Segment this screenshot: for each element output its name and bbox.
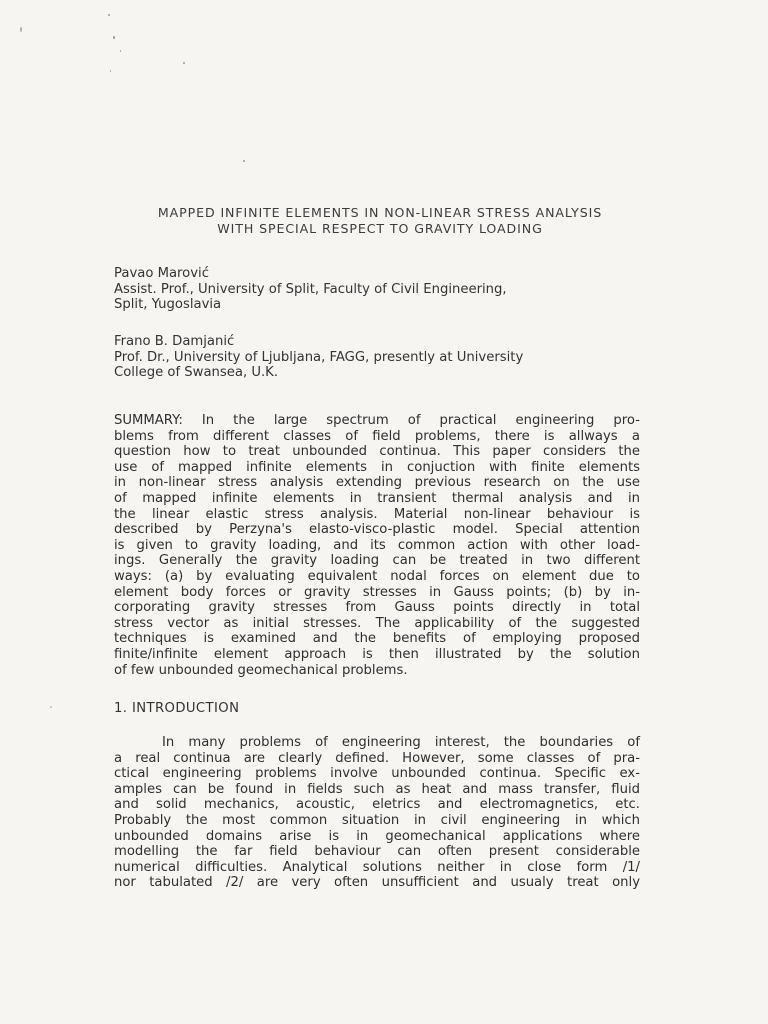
summary-line: of mapped infinite elements in transient thermal analysis and in xyxy=(114,490,640,506)
author-name: Frano B. Damjanić xyxy=(114,334,235,349)
summary-line: the linear elastic stress analysis. Material non-linear behaviour is xyxy=(114,506,640,522)
author-block xyxy=(114,334,523,381)
intro-line: Probably the most common situation in civil engineering in which xyxy=(114,812,640,828)
title-line: MAPPED INFINITE ELEMENTS IN NON-LINEAR STRESS ANALYSIS xyxy=(157,205,603,220)
intro-line: nor tabulated /2/ are very often unsufficient and usualy treat only xyxy=(114,875,640,891)
scan-speck xyxy=(50,706,52,708)
summary-line: SUMMARY: In the large spectrum of practical engineering pro- xyxy=(114,413,640,428)
summary-line: finite/infinite element approach is then illustrated by the solution xyxy=(114,646,640,662)
scan-speck xyxy=(120,50,121,52)
intro-line: and solid mechanics, acoustic, eletrics and electromagnetics, etc. xyxy=(114,797,640,813)
scan-speck xyxy=(113,36,115,39)
summary-line: use of mapped infinite elements in conjuction with finite elements xyxy=(114,459,640,475)
summary-line: question how to treat unbounded continua. This paper considers the xyxy=(114,444,640,460)
summary-line: is given to gravity loading, and its common action with other load- xyxy=(114,537,640,553)
scan-speck xyxy=(110,70,111,72)
summary-line: element body forces or gravity stresses in Gauss points; (b) by in- xyxy=(114,584,640,600)
intro-line: a real continua are clearly defined. However, some classes of pra- xyxy=(114,750,640,766)
introduction-paragraph xyxy=(114,735,640,891)
intro-line: modelling the far field behaviour can often present considerable xyxy=(114,844,640,860)
summary-line: ways: (a) by evaluating equivalent nodal forces on element due to xyxy=(114,568,640,584)
scan-speck xyxy=(183,62,185,64)
scan-speck xyxy=(20,27,22,32)
scan-speck xyxy=(243,160,245,162)
summary-line: of few unbounded geomechanical problems. xyxy=(114,662,408,678)
summary-line: stress vector as initial stresses. The applicability of the suggested xyxy=(114,615,640,631)
summary-line: corporating gravity stresses from Gauss points directly in total xyxy=(114,600,640,616)
author-affiliation-line: College of Swansea, U.K. xyxy=(114,365,279,381)
summary-line: described by Perzyna's elasto-visco-plastic model. Special attention xyxy=(114,522,640,538)
intro-line: ctical engineering problems involve unbounded continua. Specific ex- xyxy=(114,766,640,782)
summary-line: in non-linear stress analysis extending previous research on the use xyxy=(114,475,640,491)
intro-line: In many problems of engineering interest, the boundaries of xyxy=(162,735,640,750)
author-affiliation-line: Prof. Dr., University of Ljubljana, FAGG, presently at University xyxy=(114,349,524,365)
author-block xyxy=(114,266,507,313)
intro-line: amples can be found in fields such as heat and mass transfer, fluid xyxy=(114,781,640,797)
summary-line: ings. Generally the gravity loading can be treated in two different xyxy=(114,553,640,569)
summary-line: blems from different classes of field problems, there is allways a xyxy=(114,428,640,444)
section-heading: 1. INTRODUCTION xyxy=(114,701,240,716)
author-name: Pavao Marović xyxy=(114,266,209,281)
scan-speck xyxy=(108,14,110,16)
title-line: WITH SPECIAL RESPECT TO GRAVITY LOADING xyxy=(217,221,543,236)
paper-title xyxy=(100,205,660,237)
intro-line: unbounded domains arise is in geomechanical applications where xyxy=(114,828,640,844)
author-affiliation-line: Assist. Prof., University of Split, Faculty of Civil Engineering, xyxy=(114,281,507,297)
intro-line: numerical difficulties. Analytical solutions neither in close form /1/ xyxy=(114,859,640,875)
summary-paragraph xyxy=(114,413,640,678)
summary-line: techniques is examined and the benefits of employing proposed xyxy=(114,631,640,647)
author-affiliation-line: Split, Yugoslavia xyxy=(114,297,222,313)
